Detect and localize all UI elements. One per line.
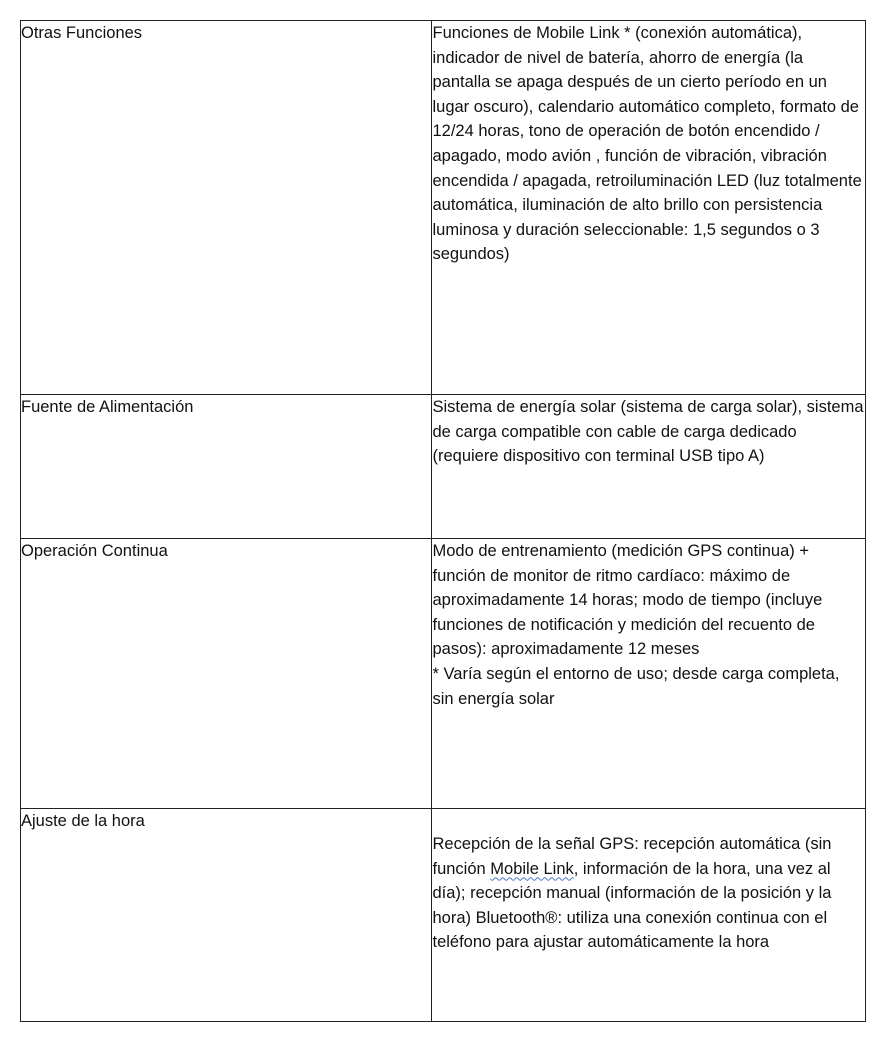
table-row-otras-funciones [21,21,866,395]
row-label: Operación Continua [21,539,432,809]
row-value [432,809,866,1022]
table-row-ajuste-hora [21,809,866,1022]
table-row-operacion-continua [21,539,866,809]
specifications-table [20,20,866,1022]
row-value: Funciones de Mobile Link * (conexión automática), indicador de nivel de batería, ahorro de energía (la pantalla se apaga después de un cierto período en un lugar oscuro), calendario automático completo, formato de 12/24 horas, tono de operación de botón encendido / apagado, modo avión , función de vibración, vibración encendida / apagada, retroiluminación LED (luz totalmente automática, iluminación de alto brillo con persistencia luminosa y duración seleccionable: 1,5 segundos o 3 segundos) [432,21,866,395]
value-text-before: Recepción de la señal GPS: recepción automática (sin función [432,835,832,878]
row-label: Otras Funciones [21,21,432,395]
row-label: Ajuste de la hora [21,809,432,1022]
spellcheck-underlined-text: Mobile Link [490,859,574,878]
row-value: Sistema de energía solar (sistema de carga solar), sistema de carga compatible con cable de carga dedicado (requiere dispositivo con terminal USB tipo A) [432,395,866,539]
row-value-note: * Varía según el entorno de uso; desde carga completa, sin energía solar [432,664,840,708]
value-text-after: , información de la hora, una vez al día); recepción manual (información de la posición y la hora) Bluetooth®: utiliza una conexión continua con el teléfono para ajustar automáticamente la hora [432,859,832,952]
row-value-main: Modo de entrenamiento (medición GPS continua) + función de monitor de ritmo cardíaco: máximo de aproximadamente 14 horas; modo de tiempo (incluye funciones de notificación y medición del recuento de pasos): aproximadamente 12 meses [432,542,823,659]
row-label: Fuente de Alimentación [21,395,432,539]
table-row-fuente-alimentacion [21,395,866,539]
row-value [432,539,866,809]
